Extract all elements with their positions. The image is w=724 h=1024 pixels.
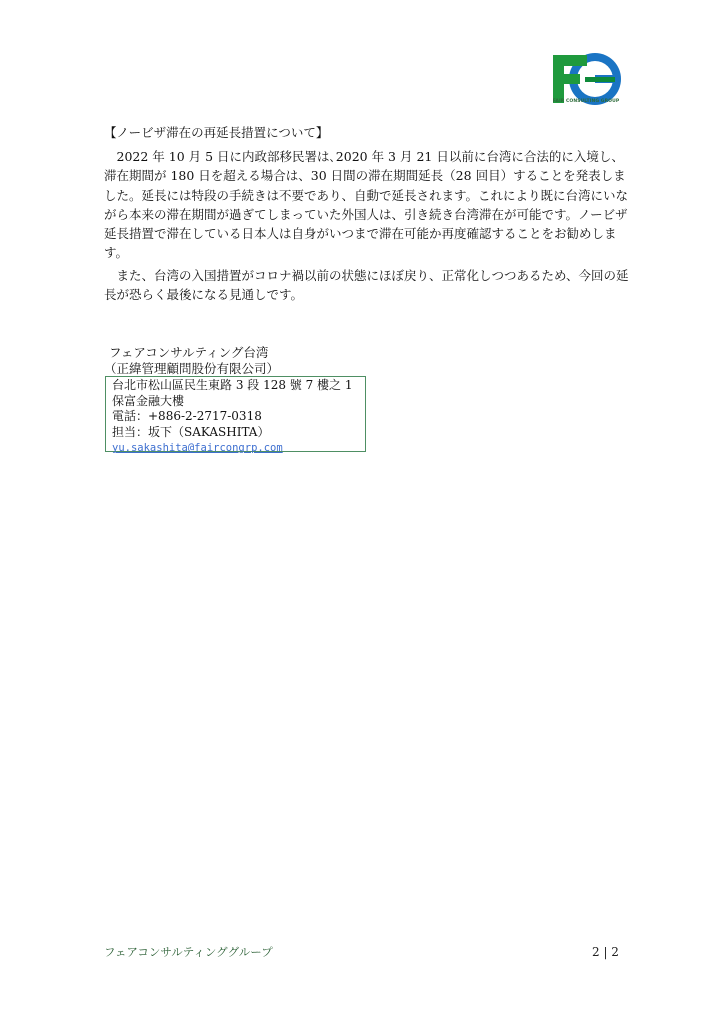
contact-box xyxy=(105,376,366,455)
article-heading: 【ノービザ滞在の再延長措置について】 xyxy=(104,125,329,140)
contact-person: 担当：坂下（SAKASHITA） xyxy=(112,424,270,439)
address-line-2: 保富金融大樓 xyxy=(112,393,185,408)
footer-brand: フェアコンサルティンググループ xyxy=(104,945,273,959)
email-link[interactable]: yu.sakashita@faircongrp.com xyxy=(112,442,283,455)
phone-number: 電話：+886-2-2717-0318 xyxy=(112,409,262,424)
article-paragraph-1: 2022 年 10 月 5 日に内政部移民署は､2020 年 3 月 21 日以前に台湾に合法的に入境し、滞在期間が 180 日を超える場合は、30 日間の滞在期間延長（28 回目）することを発表しました。延長には特段の手続きは不要であり、自動で延長されます。これにより既に台湾にいながら本来の滞在期間が過ぎてしまっていた外国人は、引き続き台湾滞在が可能です。ノービザ延長措置で滞在している日本人は自身がいつまで滞在可能か再度確認することをお勧めします。 xyxy=(104,149,629,261)
logo-caption: FAIR CONSULTING GROUP xyxy=(552,99,620,104)
address-line-1: 台北市松山區民生東路 3 段 128 號 7 樓之 1 xyxy=(112,378,353,392)
company-local-name: （正緯管理顧問股份有限公司） xyxy=(104,361,280,376)
company-name: フェアコンサルティング台湾 xyxy=(109,345,269,360)
article-paragraph-2: また、台湾の入国措置がコロナ禍以前の状態にほぼ戻り、正常化しつつあるため、今回の延長が恐らく最後になる見通しです。 xyxy=(104,268,629,303)
page-number: 2 | 2 xyxy=(592,945,619,959)
